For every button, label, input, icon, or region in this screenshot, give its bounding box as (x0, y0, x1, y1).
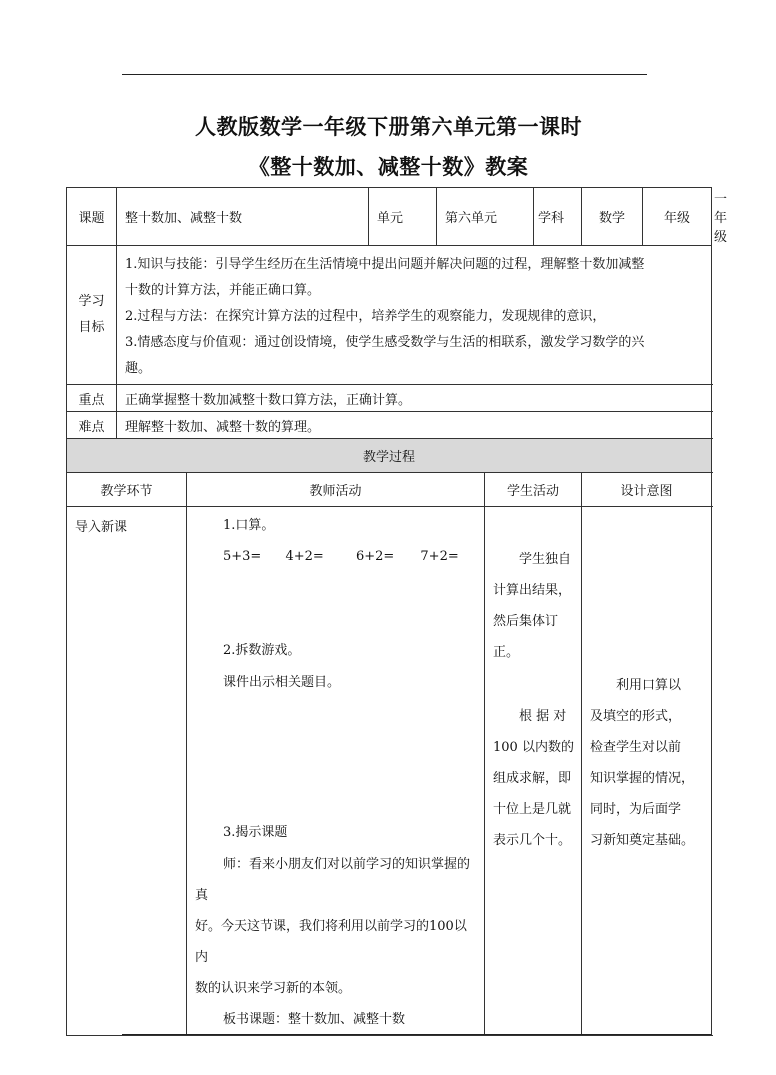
goals-label-line2: 目标 (78, 320, 105, 335)
topic-value: 整十数加、减整十数 (117, 188, 369, 246)
intro-row (67, 507, 712, 1036)
student-line: 然后集体订正。 (493, 614, 559, 660)
goal-line: 1.知识与技能：引导学生经历在生活情境中提出问题并解决问题的过程，理解整十数加减整 (125, 257, 645, 272)
process-header: 教学过程 (67, 439, 712, 473)
student-line: 表示几个十。 (493, 833, 572, 848)
goals-row (67, 246, 712, 385)
process-header-row (67, 439, 712, 473)
col-student: 学生活动 (485, 473, 582, 507)
header-rule (122, 74, 647, 75)
student-line: 计算出结果， (493, 583, 572, 598)
goals-label-line1: 学习 (78, 294, 105, 309)
doc-title-line2: 《整十数加、减整十数》教案 (248, 154, 529, 179)
info-row: 课题 整十数加、减整十数 单元 第六单元 学科 数学 年级 一年级 (67, 188, 712, 246)
key-point-label: 重点 (67, 385, 117, 412)
student-line: 根 据 对 (519, 709, 567, 724)
subject-value: 数学 (582, 188, 643, 246)
student-line: 100 以内数的 (493, 740, 574, 755)
expression: 6+2= (355, 549, 395, 564)
expressions-row (195, 547, 476, 567)
expression: 5+3= (223, 549, 262, 564)
key-point-text: 正确掌握整十数加减整十数口算方法，正确计算。 (117, 385, 712, 412)
student-line: 组成求解，即 (493, 771, 572, 786)
intent-line: 习新知奠定基础。 (590, 833, 695, 848)
goal-line: 2.过程与方法：在探究计算方法的过程中，培养学生的观察能力，发现规律的意识， (125, 309, 606, 324)
para-line: 数的认识来学习新的本领。 (195, 981, 352, 996)
lesson-plan-table (66, 187, 728, 1036)
board-title: 板书课题：整十数加、减整十数 (223, 1012, 406, 1027)
col-stage: 教学环节 (67, 473, 187, 507)
intent-line: 同时，为后面学 (590, 802, 682, 817)
unit-label: 单元 (369, 188, 437, 246)
student-line: 学生独自 (519, 552, 572, 567)
item3-title: 3.揭示课题 (223, 825, 288, 840)
goal-line: 趣。 (125, 361, 152, 376)
design-intent-cell (582, 507, 712, 1036)
para-line: 好。今天这节课，我们将利用以前学习的100以内 (195, 919, 467, 965)
intent-line: 及填空的形式， (590, 709, 682, 724)
expression: 4+2= (285, 549, 324, 564)
student-line: 十位上是几就 (493, 802, 572, 817)
key-point-row (67, 385, 712, 412)
col-intent: 设计意图 (582, 473, 712, 507)
grade-label: 年级 (643, 188, 712, 246)
goal-line: 3.情感态度与价值观：通过创设情境，使学生感受数学与生活的相联系，激发学习数学的兴 (125, 335, 645, 350)
student-activity-cell (485, 507, 582, 1036)
difficulty-row (67, 412, 712, 439)
doc-title-line1: 人教版数学一年级下册第六单元第一课时 (195, 114, 582, 139)
para-line: 师：看来小朋友们对以前学习的知识掌握的真 (195, 857, 471, 903)
footer-rule (122, 1034, 711, 1035)
stage-label: 导入新课 (75, 520, 128, 535)
col-teacher: 教师活动 (187, 473, 485, 507)
topic-label: 课题 (67, 188, 117, 246)
process-columns-row (67, 473, 712, 507)
difficulty-text: 理解整十数加、减整十数的算理。 (117, 412, 712, 439)
item2-title: 2.拆数游戏。 (223, 643, 301, 658)
intent-line: 检查学生对以前 (590, 740, 682, 755)
item1-title: 1.口算。 (223, 518, 275, 533)
item2-text: 课件出示相关题目。 (223, 675, 341, 690)
difficulty-label: 难点 (67, 412, 117, 439)
item3-paragraph (195, 849, 476, 1035)
stage-cell (67, 507, 187, 1036)
teacher-activity-cell (187, 507, 485, 1036)
unit-value: 第六单元 (437, 188, 534, 246)
goals-label (67, 246, 117, 385)
goals-text (117, 246, 712, 385)
subject-label: 学科 (534, 188, 582, 246)
intent-line: 知识掌握的情况， (590, 771, 695, 786)
goal-line: 十数的计算方法，并能正确口算。 (125, 283, 321, 298)
expression: 7+2= (420, 549, 459, 564)
intent-line: 利用口算以 (616, 678, 682, 693)
